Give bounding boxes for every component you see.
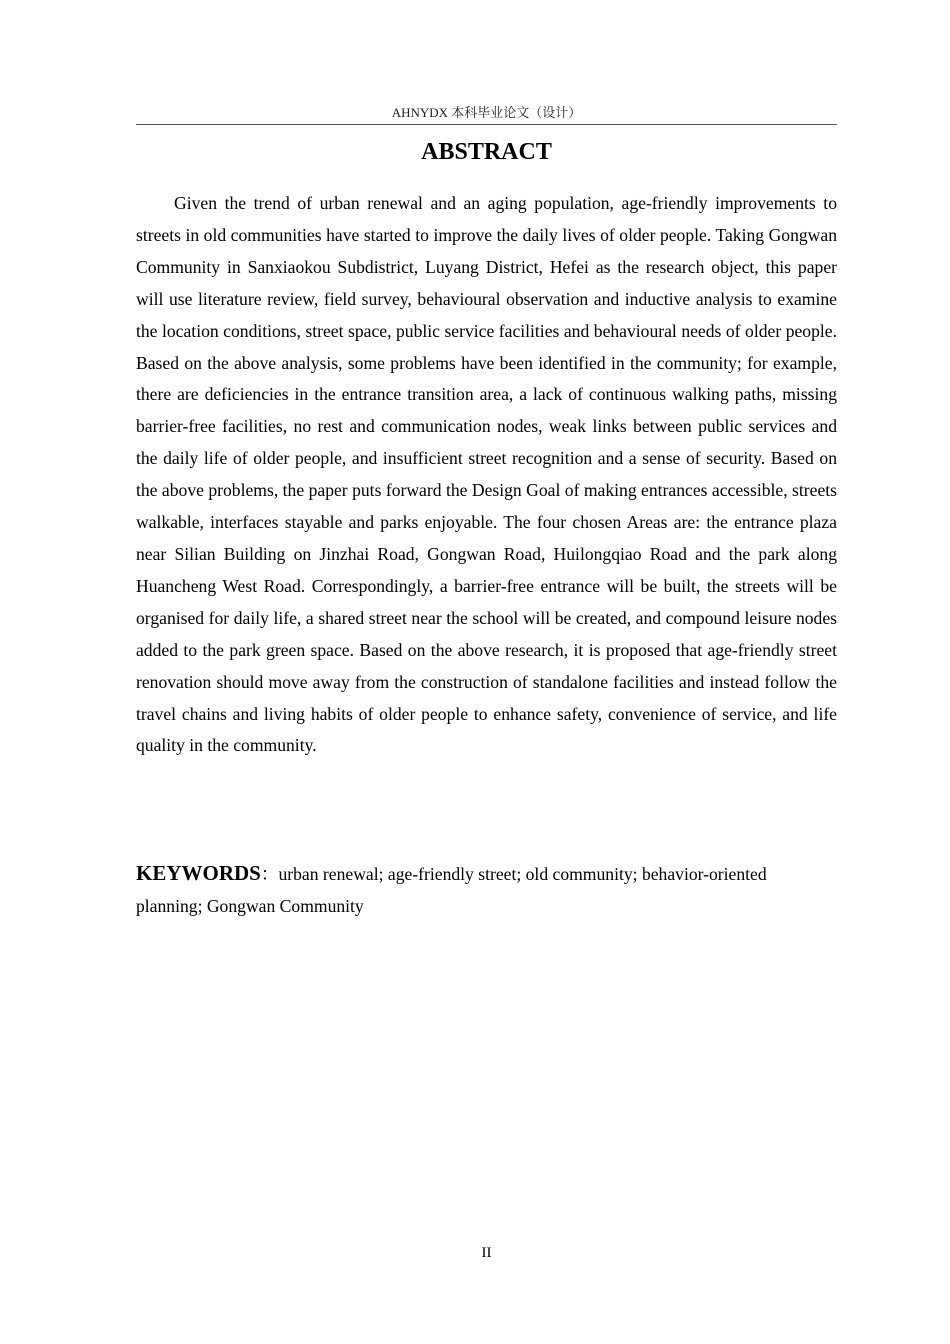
running-header: AHNYDX 本科毕业论文（设计） — [391, 105, 582, 120]
keywords-separator: ： — [260, 864, 279, 884]
abstract-body: Given the trend of urban renewal and an aging population, age-friendly improvements to streets in old communities have started to improve the daily lives of older people. Taking Gongwan Community in Sanxiaokou Subdistrict, Luyang District, Hefei as the research object, this paper will use literature review, field survey, behavioural observation and inductive analysis to examine the location conditions, street space, public service facilities and behavioural needs of older people. Based on the above analysis, some problems have been identified in the community; for example, there are deficiencies in the entrance transition area, a lack of continuous walking paths, missing barrier-free facilities, no rest and communication nodes, weak links between public services and the daily life of older people, and insufficient street recognition and a sense of security. Based on the above problems, the paper puts forward the Design Goal of making entrances accessible, streets walkable, interfaces stayable and parks enjoyable. The four chosen Areas are: the entrance plaza near Silian Building on Jinzhai Road, Gongwan Road, Huilongqiao Road and the park along Huancheng West Road. Correspondingly, a barrier-free entrance will be built, the streets will be organised for daily life, a shared street near the school will be created, and compound leisure nodes added to the park green space. Based on the above research, it is proposed that age-friendly street renovation should move away from the construction of standalone facilities and instead follow the travel chains and living habits of older people to enhance safety, convenience of service, and life quality in the community. — [136, 193, 837, 756]
page-number: II — [481, 1245, 492, 1261]
keywords-paragraph — [136, 857, 837, 922]
abstract-title: ABSTRACT — [421, 139, 552, 165]
keywords-text: urban renewal; age-friendly street; old community; behavior-oriented planning; Gongwan Community — [136, 864, 767, 916]
header-rule — [136, 124, 837, 125]
keywords-label: KEYWORDS — [136, 861, 261, 885]
